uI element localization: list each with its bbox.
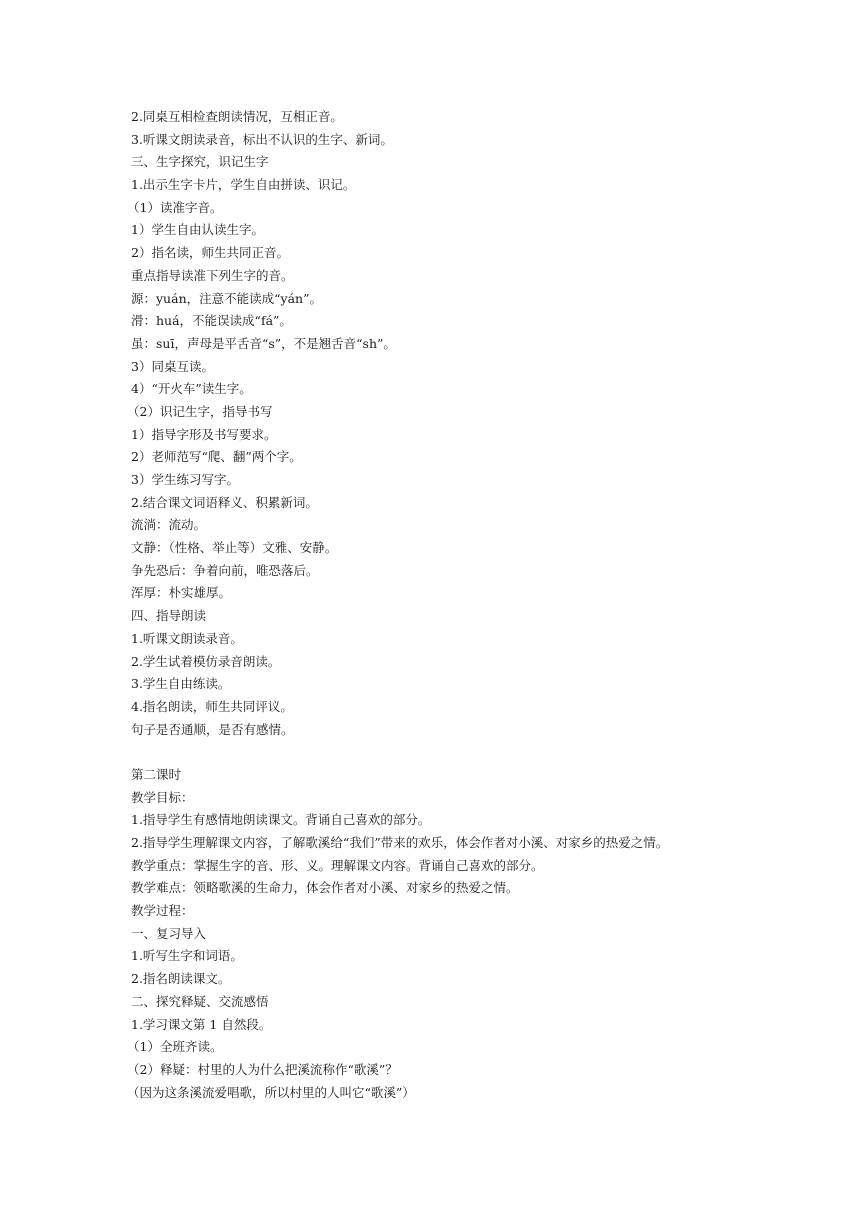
text-line: （1）全班齐读。 bbox=[127, 1039, 223, 1055]
text-line: 3）学生练习写字。 bbox=[131, 472, 239, 487]
text-line: （2）识记生字，指导书写 bbox=[127, 403, 273, 419]
text-line: 1）指导字形及书写要求。 bbox=[131, 426, 277, 442]
text-line: 教学过程： bbox=[131, 903, 194, 919]
text-line: 1.听写生字和词语。 bbox=[131, 948, 243, 964]
paragraph-spacer bbox=[131, 741, 831, 764]
section-heading: 二、探究释疑、交流感悟 bbox=[131, 993, 269, 1009]
text-line: 1.指导学生有感情地朗读课文。背诵自己喜欢的部分。 bbox=[131, 812, 431, 828]
section-heading: 四、指导朗读 bbox=[131, 608, 207, 624]
text-line: 虽：suī，声母是平舌音“s”，不是翘舌音“sh”。 bbox=[131, 335, 396, 351]
text-line: 1）学生自由认读生字。 bbox=[131, 222, 264, 238]
text-line: （1）读准字音。 bbox=[127, 199, 223, 215]
text-line: 教学难点：领略歌溪的生命力，体会作者对小溪、对家乡的热爱之情。 bbox=[131, 880, 519, 896]
text-line: 3）同桌互读。 bbox=[131, 358, 214, 374]
text-line: 浑厚：朴实雄厚。 bbox=[131, 585, 232, 601]
text-line: 文静：（性格、举止等）文雅、安静。 bbox=[131, 540, 338, 556]
section-heading: 一、复习导入 bbox=[131, 925, 207, 941]
text-line: 4.指名朗读，师生共同评议。 bbox=[131, 698, 293, 714]
section-heading: 三、生字探究，识记生字 bbox=[131, 154, 269, 170]
text-line: 教学重点：掌握生字的音、形、义。理解课文内容。背诵自己喜欢的部分。 bbox=[131, 857, 544, 873]
text-line: （2）释疑：村里的人为什么把溪流称作“歌溪”？ bbox=[127, 1061, 398, 1077]
text-line: 2.结合课文词语释义、积累新词。 bbox=[131, 494, 318, 510]
text-line: 2）老师范写“爬、翻”两个字。 bbox=[131, 449, 302, 465]
lesson-title: 第二课时 bbox=[131, 766, 182, 782]
text-line: 1.听课文朗读录音。 bbox=[131, 630, 243, 646]
text-line: 滑：huá，不能误读成“fá”。 bbox=[131, 313, 292, 329]
text-line: 4）“开火车”读生字。 bbox=[131, 381, 252, 397]
text-line: 教学目标： bbox=[131, 789, 194, 805]
document-body bbox=[127, 106, 831, 1104]
text-line: 3.听课文朗读录音，标出不认识的生字、新词。 bbox=[131, 131, 393, 147]
text-line: 重点指导读准下列生字的音。 bbox=[131, 267, 294, 283]
text-line: 源：yuán，注意不能读成“yán”。 bbox=[131, 290, 322, 306]
text-line: 2.指导学生理解课文内容，了解歌溪给“我们”带来的欢乐，体会作者对小溪、对家乡的热爱之情。 bbox=[131, 835, 669, 850]
text-line: 2.学生试着模仿录音朗读。 bbox=[131, 653, 281, 669]
text-line: 流淌：流动。 bbox=[131, 517, 207, 533]
text-line: 2.指名朗读课文。 bbox=[131, 971, 231, 987]
text-line: 争先恐后：争着向前，唯恐落后。 bbox=[131, 562, 319, 578]
text-line: 3.学生自由练读。 bbox=[131, 676, 231, 692]
text-line: 1.学习课文第 1 自然段。 bbox=[131, 1016, 272, 1032]
text-line: 2）指名读，师生共同正音。 bbox=[131, 245, 289, 261]
text-line: 1.出示生字卡片，学生自由拼读、识记。 bbox=[131, 177, 356, 193]
text-line: （因为这条溪流爱唱歌，所以村里的人叫它“歌溪”） bbox=[127, 1084, 415, 1100]
text-line: 2.同桌互相检查朗读情况，互相正音。 bbox=[131, 109, 343, 124]
text-line: 句子是否通顺，是否有感情。 bbox=[131, 721, 294, 737]
